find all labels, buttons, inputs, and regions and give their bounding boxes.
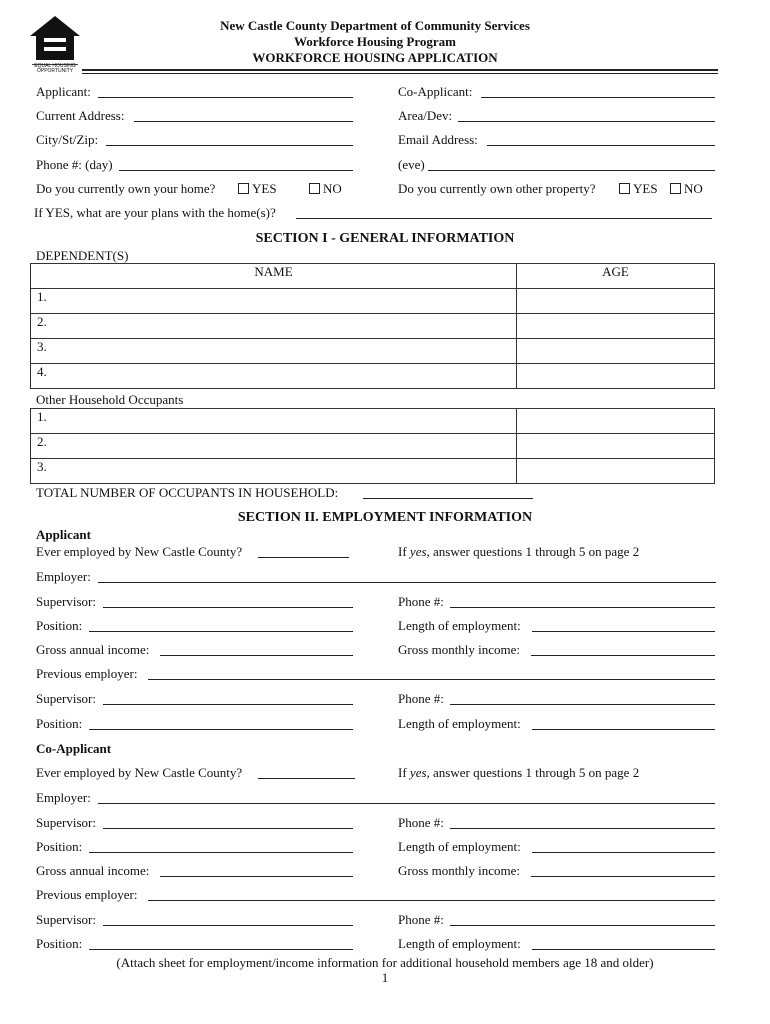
prev-position-field[interactable] (89, 729, 353, 730)
co-supervisor-label: Supervisor: (36, 815, 96, 830)
section1-title: SECTION I - GENERAL INFORMATION (255, 231, 515, 246)
name-header: NAME (31, 264, 517, 289)
co-prev-length-label: Length of employment: (398, 936, 521, 951)
age-cell[interactable] (517, 434, 715, 459)
ever-employed-label: Ever employed by New Castle County? (36, 544, 243, 559)
co-gross-annual-label: Gross annual income: (36, 863, 150, 878)
employer-field[interactable] (98, 582, 716, 583)
co-length-field[interactable] (532, 852, 715, 853)
table-row[interactable]: 3. (31, 339, 517, 364)
co-prev-length-field[interactable] (532, 949, 715, 950)
co-ever-employed-label: Ever employed by New Castle County? (36, 765, 243, 780)
own-other-label: Do you currently own other property? (398, 181, 596, 196)
prev-length-label: Length of employment: (398, 716, 521, 731)
equal-housing-logo (28, 14, 82, 74)
co-prev-phone-field[interactable] (450, 925, 715, 926)
co-prev-phone-label: Phone #: (398, 912, 444, 927)
yes-label: YES (633, 181, 658, 196)
co-gross-annual-field[interactable] (160, 876, 353, 877)
employer-label: Employer: (36, 569, 91, 584)
co-prev-employer-field[interactable] (148, 900, 715, 901)
age-header: AGE (517, 264, 715, 289)
co-phone-field[interactable] (450, 828, 715, 829)
co-prev-position-field[interactable] (89, 949, 353, 950)
own-other-no[interactable] (670, 181, 703, 197)
co-gross-monthly-field[interactable] (531, 876, 715, 877)
checkbox-icon[interactable] (619, 183, 630, 194)
form-title: WORKFORCE HOUSING APPLICATION (252, 50, 498, 65)
age-cell[interactable] (517, 314, 715, 339)
applicant-field[interactable] (98, 97, 353, 98)
co-position-field[interactable] (89, 852, 353, 853)
current-address-field[interactable] (134, 121, 353, 122)
city-field[interactable] (106, 145, 353, 146)
position-label: Position: (36, 618, 83, 633)
phone-day-label: Phone #: (day) (36, 157, 113, 172)
phone-label: Phone #: (398, 594, 444, 609)
co-applicant-field[interactable] (481, 97, 715, 98)
attach-note: (Attach sheet for employment/income information for additional household members age 18 and older) (116, 955, 654, 970)
checkbox-icon[interactable] (670, 183, 681, 194)
logo-text: EQUAL HOUSING OPPORTUNITY (34, 63, 76, 74)
own-home-label: Do you currently own your home? (36, 181, 216, 196)
age-cell[interactable] (517, 289, 715, 314)
other-occupants-table (30, 408, 715, 484)
page-number: 1 (381, 970, 389, 985)
co-phone-label: Phone #: (398, 815, 444, 830)
co-gross-monthly-label: Gross monthly income: (398, 863, 521, 878)
gross-monthly-label: Gross monthly income: (398, 642, 521, 657)
co-supervisor-field[interactable] (103, 828, 353, 829)
phone-day-field[interactable] (119, 170, 353, 171)
checkbox-icon[interactable] (238, 183, 249, 194)
checkbox-icon[interactable] (309, 183, 320, 194)
if-yes-note: If yes, answer questions 1 through 5 on page 2 (398, 544, 640, 559)
plans-field[interactable] (296, 218, 712, 219)
co-position-label: Position: (36, 839, 83, 854)
prev-supervisor-label: Supervisor: (36, 691, 96, 706)
total-occupants-field[interactable] (363, 498, 533, 499)
city-label: City/St/Zip: (36, 132, 99, 147)
total-occupants-label: TOTAL NUMBER OF OCCUPANTS IN HOUSEHOLD: (36, 485, 339, 500)
own-other-yes[interactable] (619, 181, 658, 197)
age-cell[interactable] (517, 339, 715, 364)
dept-title: New Castle County Department of Community Services (220, 18, 530, 33)
section2-title: SECTION II. EMPLOYMENT INFORMATION (237, 510, 533, 525)
co-prev-supervisor-field[interactable] (103, 925, 353, 926)
supervisor-label: Supervisor: (36, 594, 96, 609)
co-ever-employed-field[interactable] (258, 778, 355, 779)
plans-label: If YES, what are your plans with the home(s)? (34, 205, 276, 220)
applicant-heading: Applicant (36, 527, 91, 542)
phone-eve-label: (eve) (398, 157, 425, 172)
phone-eve-field[interactable] (428, 170, 715, 171)
current-address-label: Current Address: (36, 108, 125, 123)
co-length-label: Length of employment: (398, 839, 521, 854)
phone-field[interactable] (450, 607, 715, 608)
gross-annual-label: Gross annual income: (36, 642, 150, 657)
co-if-yes-note: If yes, answer questions 1 through 5 on page 2 (398, 765, 640, 780)
area-dev-field[interactable] (458, 121, 715, 122)
table-row[interactable]: 1. (31, 409, 517, 434)
prev-phone-field[interactable] (450, 704, 715, 705)
table-row[interactable]: 3. (31, 459, 517, 484)
area-dev-label: Area/Dev: (398, 108, 453, 123)
prev-phone-label: Phone #: (398, 691, 444, 706)
table-row[interactable]: 1. (31, 289, 517, 314)
no-label: NO (323, 181, 342, 196)
co-employer-label: Employer: (36, 790, 91, 805)
gross-monthly-field[interactable] (531, 655, 715, 656)
yes-label: YES (252, 181, 277, 196)
co-applicant-label: Co-Applicant: (398, 84, 473, 99)
length-label: Length of employment: (398, 618, 521, 633)
prev-length-field[interactable] (532, 729, 715, 730)
other-occupants-label: Other Household Occupants (36, 392, 184, 407)
co-prev-employer-label: Previous employer: (36, 887, 138, 902)
program-title: Workforce Housing Program (293, 34, 456, 49)
dependents-label: DEPENDENT(S) (36, 248, 129, 263)
prev-supervisor-field[interactable] (103, 704, 353, 705)
own-home-yes[interactable] (238, 181, 277, 197)
no-label: NO (684, 181, 703, 196)
email-field[interactable] (487, 145, 715, 146)
co-prev-position-label: Position: (36, 936, 83, 951)
co-applicant-heading: Co-Applicant (36, 741, 112, 756)
header-rule (82, 69, 718, 71)
gross-annual-field[interactable] (160, 655, 353, 656)
co-employer-field[interactable] (98, 803, 715, 804)
table-row[interactable]: 2. (31, 314, 517, 339)
length-field[interactable] (532, 631, 715, 632)
table-row[interactable]: 2. (31, 434, 517, 459)
prev-position-label: Position: (36, 716, 83, 731)
prev-employer-label: Previous employer: (36, 666, 138, 681)
own-home-no[interactable] (309, 181, 342, 197)
applicant-label: Applicant: (36, 84, 91, 99)
ever-employed-field[interactable] (258, 557, 349, 558)
dependents-table (30, 263, 715, 389)
age-cell[interactable] (517, 459, 715, 484)
table-row[interactable]: 4. (31, 364, 517, 389)
header-rule-thin (82, 73, 718, 74)
supervisor-field[interactable] (103, 607, 353, 608)
email-label: Email Address: (398, 132, 478, 147)
co-prev-supervisor-label: Supervisor: (36, 912, 96, 927)
age-cell[interactable] (517, 364, 715, 389)
position-field[interactable] (89, 631, 353, 632)
prev-employer-field[interactable] (148, 679, 715, 680)
age-cell[interactable] (517, 409, 715, 434)
